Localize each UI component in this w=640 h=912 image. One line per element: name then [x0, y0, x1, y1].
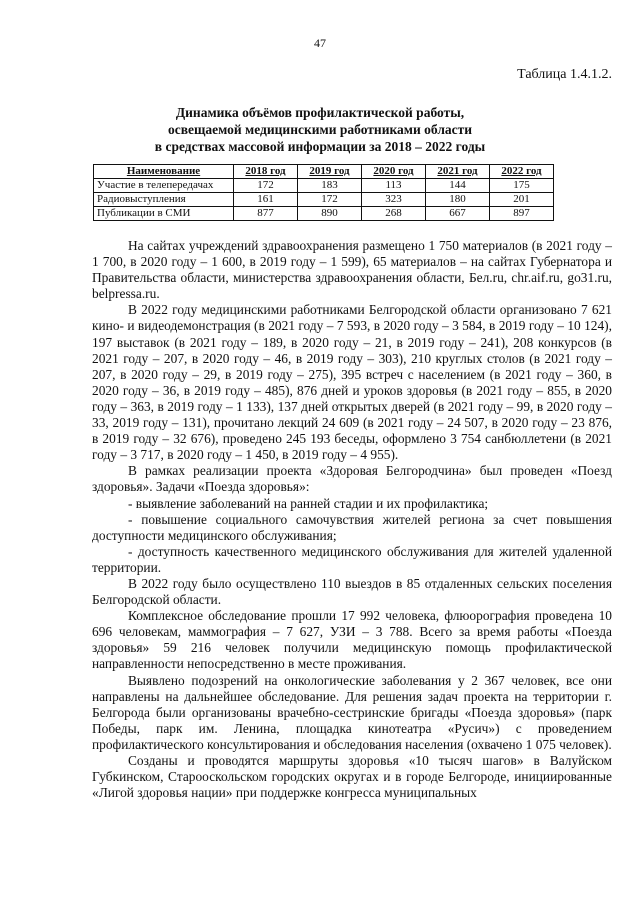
column-header-2021: 2021 год [426, 165, 490, 179]
table-cell: 172 [234, 179, 298, 193]
row-label: Участие в телепередачах [94, 179, 234, 193]
table-cell: 323 [362, 193, 426, 207]
table-cell: 180 [426, 193, 490, 207]
table-cell: 183 [298, 179, 362, 193]
table-header-row [94, 165, 554, 179]
table-cell: 201 [490, 193, 554, 207]
column-header-2022: 2022 год [490, 165, 554, 179]
row-label: Радиовыступления [94, 193, 234, 207]
table-title-line: освещаемой медицинскими работниками области [167, 122, 473, 137]
table-cell: 897 [490, 207, 554, 221]
table-title [0, 104, 640, 155]
paragraph-examinations: Комплексное обследование прошли 17 992 человека, флюорография проведена 10 696 человекам, маммография – 7 627, УЗИ – 3 788. Всего за время работы «Поезда здоровья» 59 216 человек получили медицинскую помощь профилактической направленности непосредственно в месте проживания. [92, 608, 612, 672]
column-header-2020: 2020 год [362, 165, 426, 179]
table-caption: Таблица 1.4.1.2. [517, 67, 612, 82]
list-item: - доступность качественного медицинского обслуживания для жителей удаленной территории. [92, 543, 612, 575]
paragraph-activities: В 2022 году медицинскими работниками Белгородской области организовано 7 621 кино- и видеодемонстрация (в 2021 году – 7 593, в 2020 году – 3 584, в 2019 году – 10 124), 197 выставок (в 2021 году – 189, в 2020 году – 21, в 2019 году – 241), 208 конкурсов (в 2021 году – 207, в 2020 году – 46, в 2019 году – 303), 210 круглых столов (в 2021 году – 207, в 2020 году – 29, в 2019 году – 275), 395 встреч с населением (в 2021 году – 360, в 2020 году – 36, в 2019 году – 485), 876 дней и уроков здоровья (в 2021 году – 855, в 2020 году – 363, в 2019 году – 1 133), 137 дней открытых дверей (в 2021 году – 99, в 2020 году – 33, 2019 году – 131), прочитано лекций 24 609 (в 2021 году – 24 507, в 2020 году – 23 876, в 2019 году – 32 676), проведено 245 193 беседы, оформлено 3 754 санбюллетени (в 2021 году – 3 717, в 2020 году – 1 450, в 2019 году – 4 955). [92, 302, 612, 463]
paragraph-health-train: В рамках реализации проекта «Здоровая Белгородчина» был проведен «Поезд здоровья». Задачи «Поезда здоровья»: [92, 463, 612, 495]
table-row [94, 207, 554, 221]
table-title-line: Динамика объёмов профилактической работы, [175, 105, 465, 120]
column-header-name: Наименование [94, 165, 234, 179]
table-row [94, 179, 554, 193]
paragraph-websites: На сайтах учреждений здравоохранения размещено 1 750 материалов (в 2021 году – 1 700, в 2020 году – 1 600, в 2019 году – 1 599), 65 материалов – на сайтах Губернатора и Правительства области, министерства здравоохранения области, Бел.ru, chr.aif.ru, go31.ru, belpressa.ru. [92, 238, 612, 302]
paragraph-trips: В 2022 году было осуществлено 110 выездов в 85 отдаленных сельских поселения Белгородской области. [92, 575, 612, 608]
table-cell: 268 [362, 207, 426, 221]
table-cell: 113 [362, 179, 426, 193]
table-cell: 175 [490, 179, 554, 193]
table-cell: 172 [298, 193, 362, 207]
table-title-line: в средствах массовой информации за 2018 – 2022 годы [154, 139, 486, 154]
page-number: 47 [314, 36, 326, 50]
paragraph-oncology: Выявлено подозрений на онкологические заболевания у 2 367 человек, все они направлены на дальнейшее обследование. Для решения задач проекта на территории г. Белгорода были организованы врачебно-сестринские бригады «Поезда здоровья» (парк Победы, парк им. Ленина, площадка кинотеатра «Русич») с проведением профилактического консультирования и обследования населения (охвачено 1 075 человек). [92, 672, 612, 752]
paragraph-health-routes: Созданы и проводятся маршруты здоровья «10 тысяч шагов» в Валуйском Губкинском, Старооскольском городских округах и в городе Белгороде, инициированные «Лигой здоровья нации» при поддержке конгресса муниципальных [92, 753, 612, 801]
table-cell: 161 [234, 193, 298, 207]
row-label: Публикации в СМИ [94, 207, 234, 221]
table-cell: 890 [298, 207, 362, 221]
table-row [94, 193, 554, 207]
table-cell: 144 [426, 179, 490, 193]
list-item: - повышение социального самочувствия жителей региона за счет повышения доступности медицинского обслуживания; [92, 511, 612, 543]
media-activity-table [93, 164, 554, 221]
table-cell: 877 [234, 207, 298, 221]
table-cell: 667 [426, 207, 490, 221]
column-header-2018: 2018 год [234, 165, 298, 179]
column-header-2019: 2019 год [298, 165, 362, 179]
list-item: - выявление заболеваний на ранней стадии и их профилактика; [128, 495, 489, 511]
body-text [92, 238, 612, 801]
